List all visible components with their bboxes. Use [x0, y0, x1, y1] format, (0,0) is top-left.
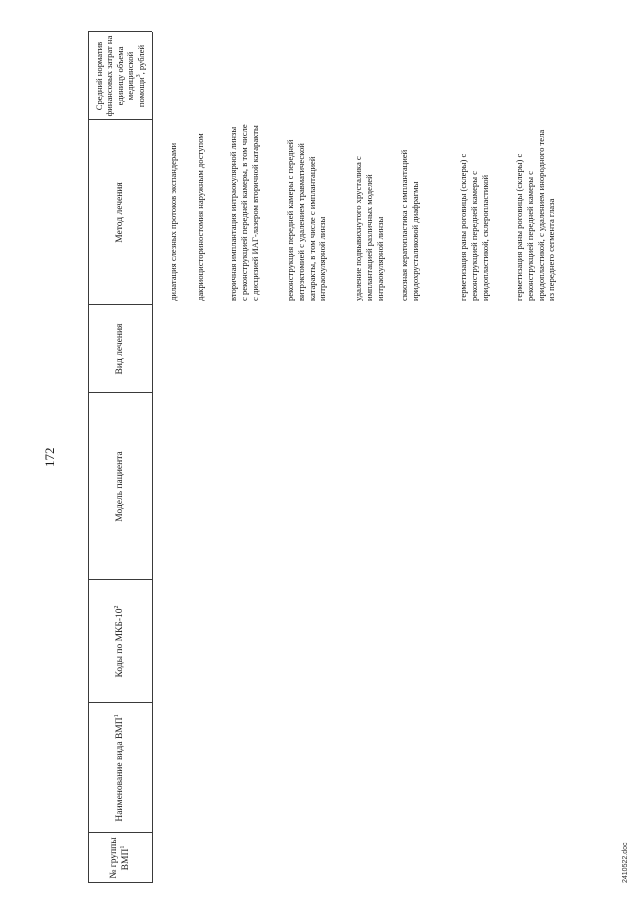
- footer-doc-code: 2410522.doc: [622, 842, 629, 883]
- table-line: [88, 392, 152, 393]
- header-vmp-name: Наименование вида ВМП$^1$: [113, 714, 125, 822]
- header-group-number: № группы ВМП$^1$: [109, 837, 131, 879]
- method-entry: сквозная кератопластика с имплантацией иридохрусталиковой диафрагмы: [399, 149, 420, 301]
- method-entry: вторичная имплантация интраокулярной линзы с реконструкцией передней камеры, в том числе с дисцизией ИАГ-лазером вторичной катаракты: [228, 124, 260, 301]
- table-line: [88, 702, 152, 703]
- table-line: [88, 119, 152, 120]
- table-line: [88, 31, 152, 32]
- method-entry: удаление подвывихнутого хрусталика с имплантацией различных моделей интраокулярной линзы: [353, 156, 385, 301]
- method-entry: герметизация раны роговицы (склеры) с реконструкцией передней камеры с иридопластикой, склеропластикой: [458, 153, 490, 301]
- header-treatment-type: Вид лечения: [115, 323, 125, 375]
- table-line: [88, 304, 152, 305]
- table-line: [152, 32, 153, 883]
- table-line: [88, 882, 152, 883]
- header-avg-cost: Средний норматив финансовых затрат на единицу объема медицинской помощи$^3$, рублей: [93, 35, 146, 117]
- header-icd-codes: Коды по МКБ-$10^2$: [113, 605, 125, 678]
- header-patient-model: Модель пациента: [115, 451, 125, 522]
- table-line: [88, 579, 152, 580]
- method-entry: герметизация раны роговицы (склеры) с реконструкцией передней камеры с иридопластикой, с удалением инородного тела из переднего сегмента глаза: [514, 129, 557, 301]
- page-number: 172: [42, 447, 57, 467]
- method-entry: дилатация слезных протоков экспандерами: [168, 142, 178, 301]
- header-treatment-method: Метод лечения: [115, 182, 125, 243]
- table-line: [88, 832, 152, 833]
- method-entry: дакриоцисториностомия наружным доступом: [195, 133, 205, 301]
- method-entry: реконструкция передней камеры с передней витрэктомией с удалением травматической катаракты, в том числе с имплантацией интраокулярной линзы: [285, 139, 328, 301]
